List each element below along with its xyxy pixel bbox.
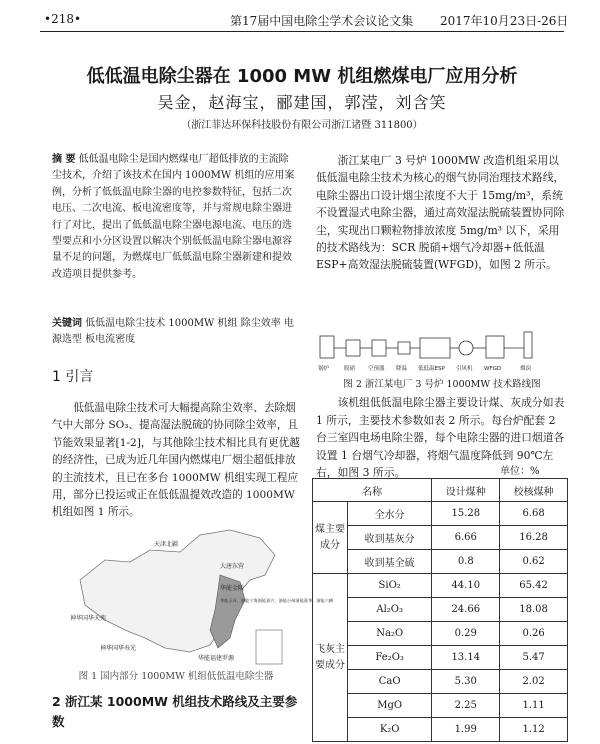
chimney-shape [524,332,532,358]
table-cell: 5.30 [432,670,500,694]
table-cell: 0.8 [432,550,500,574]
table-unit: 单位：% [500,466,540,477]
table-cell: 6.66 [432,526,500,550]
flow-label-boiler: 锅炉 [318,366,330,372]
table-cell: K₂O [348,718,432,742]
flow-label-cooler: 降温 [396,366,408,372]
table-cell: 13.14 [432,646,500,670]
paper-title: 低低温电除尘器在 1000 MW 机组燃煤电厂应用分析 [86,66,518,87]
table-cell: Fe₂O₃ [348,646,432,670]
map-label-dongying: 大唐东营 [220,563,245,570]
table-row [313,718,568,742]
paragraph-3: 该机组低低温电除尘器主要设计煤、灰成分如表 1 所示，主要技术参数如表 2 所示。每台炉配套 2 台三室四电场电除尘器，每个电除尘器的进口烟道各设置 1 台烟气冷却器，将烟气温度降低到 90℃左右，如图 3 所示。 [316,396,565,480]
abstract-label: 摘 要 [52,154,76,165]
boiler-shape [320,336,334,358]
table-cell: 18.08 [500,598,568,622]
table-cell: MgO [348,694,432,718]
table-header-check: 校核煤种 [500,479,568,502]
flow-label-esp: 低低温ESP [418,366,445,372]
map-label-zhejiang: 华能玉环、浙能宁海浙能嘉兴、浙能台州浙能嘉华、浙能六横 [220,598,334,603]
china-outline [80,530,275,652]
table-cell: 24.66 [432,598,500,622]
table-cell: 15.28 [432,502,500,526]
figure-2-caption: 图 2 浙江某电厂 3 号炉 1000MW 技术路线图 [343,379,541,390]
flow-label-preheater: 空预器 [368,366,385,372]
process-flow-diagram [316,330,568,374]
figure-1-caption: 图 1 国内部分 1000MW 机组低低温电除尘器 [78,671,274,682]
fan-shape [459,341,473,355]
table-row [313,670,568,694]
paper-affiliation: （浙江菲达环保科技股份有限公司浙江诸暨 311800） [181,120,423,131]
table-cell: 0.62 [500,550,568,574]
table-cell: 1.12 [500,718,568,742]
conference-date: 2017年10月23日-26日 [440,14,569,28]
table-cell: 0.29 [432,622,500,646]
map-label-luoyuan: 华能福建罗源 [198,655,235,662]
table-header-design: 设计煤种 [432,479,500,502]
table-cell: SiO₂ [348,574,432,598]
scr-shape [346,340,360,356]
header-rule [40,31,564,32]
table-cell: 65.42 [500,574,568,598]
table-row [313,502,568,526]
table-cell: 44.10 [432,574,500,598]
map-label-tianyuan: 神华国华天苑 [70,615,107,622]
cooler-shape [398,342,410,354]
table-cell: 2.02 [500,670,568,694]
keywords [52,316,298,348]
esp-shape [420,338,450,358]
abstract [52,152,298,283]
flow-label-chimney: 烟囱 [520,366,532,372]
composition-table [312,478,568,742]
map-label-tianjin: 天津北疆 [154,541,179,548]
table-cell: Na₂O [348,622,432,646]
map-label-jinling: 华能金陵 [220,585,245,592]
table-cell: 全水分 [348,502,432,526]
table-cell: 0.26 [500,622,568,646]
table-group-ash: 飞灰主要成分 [313,574,348,742]
section-1-heading: 1 引言 [52,369,94,385]
table-row [313,622,568,646]
keywords-label: 关键词 [52,318,82,329]
table-cell: 16.28 [500,526,568,550]
south-china-sea-inset [256,630,282,664]
table-cell: 1.11 [500,694,568,718]
wfgd-shape [486,336,504,358]
table-cell: 收到基灰分 [348,526,432,550]
flow-label-scr: 脱硝 [344,366,356,372]
table-cell: 1.99 [432,718,500,742]
section-1-text: 低低温电除尘技术可大幅提高除尘效率、去除烟气中大部分 SO₃、提高湿法脱硫的协同除尘效率，且节能效果显著[1-2]，与其他除尘技术相比具有更优越的经济性，已成为近几年国内燃煤电厂烟尘超低排放的主流技术，且已在多台 1000MW 机组实现工程应用，部分已投运或正在低低温提效改造的 1000MW 机组如图 1 所示。 [52,402,300,519]
table-group-coal: 煤主要成分 [313,502,348,574]
table-cell: Al₂O₃ [348,598,432,622]
section-2-text: 浙江某电厂 3 号炉 1000MW 改造机组采用以低低温电除尘技术为核心的烟气协同治理技术路线，电除尘器出口设计烟尘浓度不大于 15mg/m³，系统不设置湿式电除尘器，通过高效湿法脱硫装置协同除尘，实现出口颗粒物排放浓度 5mg/m³ 以下，采用的技术路线为：SCR 脱硝+烟气冷却器+低低温 ESP+高效湿法脱硫装置(WFGD)，如图 2 所示。 [316,154,565,272]
table-header-row [313,479,568,502]
conference-name: 第17届中国电除尘学术会议论文集 [230,14,414,28]
table-cell: 2.25 [432,694,500,718]
table-cell: 收到基全硫 [348,550,432,574]
flow-label-fan: 引风机 [456,366,473,372]
keywords-text: 低低温电除尘技术 1000MW 机组 除尘效率 电源选型 板电流密度 [52,318,294,345]
air-preheater-shape [372,340,386,356]
abstract-text: 低低温电除尘是国内燃煤电厂超低排放的主流除尘技术，介绍了该技术在国内 1000MW 机组的应用案例，分析了低低温电除尘器的电控参数特征，包括二次电压、二次电流、板电流密度等，并与常规电除尘器进行了对比，提出了低低温电除尘器电源电流、电压的选型要点和小分区设置以解决个别低低温电除尘器电源容量不足的问题，为燃煤电厂低低温电除尘器新建和提效改造项目提供参考。 [52,154,295,280]
table-cell: CaO [348,670,432,694]
table-row [313,598,568,622]
page-number: •218• [44,12,82,26]
map-label-shouguang: 神华国华寿光 [100,645,137,652]
table-row [313,574,568,598]
table-row [313,646,568,670]
table-row [313,526,568,550]
paper-authors: 吴金，赵海宝，郦建国，郭滢，刘含笑 [157,93,447,112]
flow-label-wfgd: WFGD [484,366,502,372]
table-row [313,550,568,574]
table-cell: 5.47 [500,646,568,670]
section-2-heading: 2 浙江某 1000MW 机组技术路线及主要参数 [52,694,298,729]
table-cell: 6.68 [500,502,568,526]
table-header-name: 名称 [313,479,432,502]
table-row [313,694,568,718]
